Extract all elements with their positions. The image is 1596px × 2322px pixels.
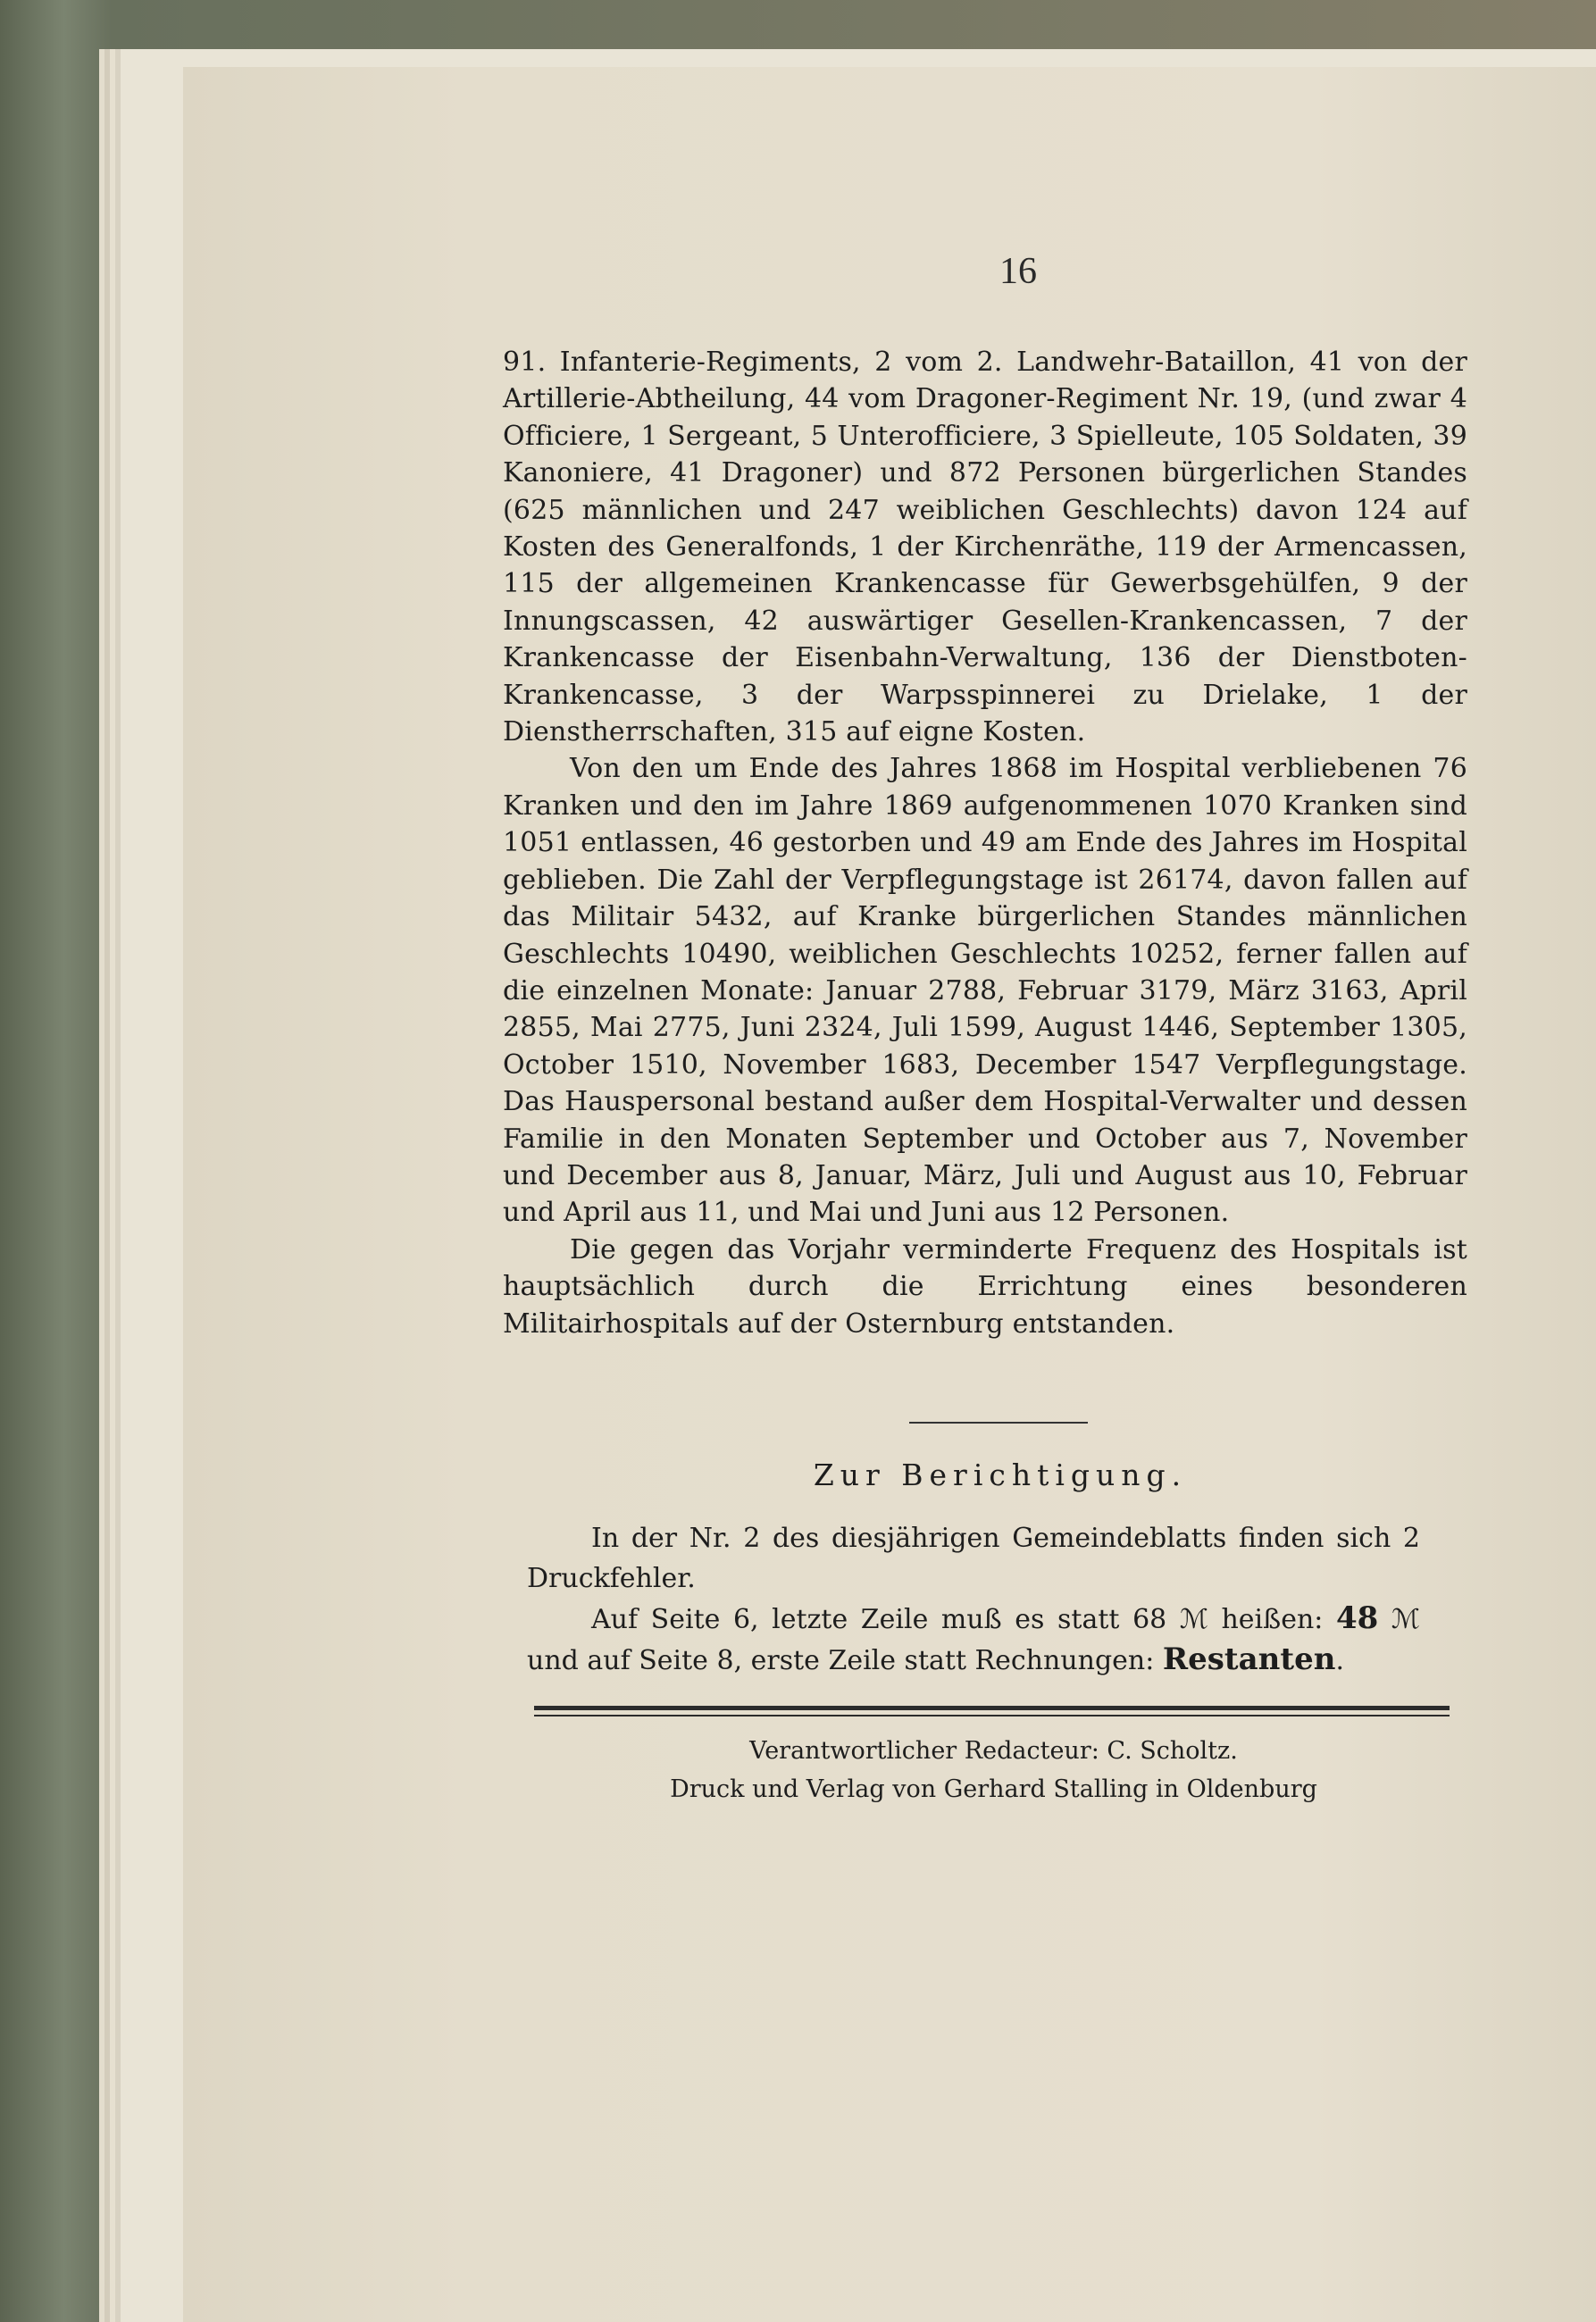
correction-pre: Auf Seite 6, letzte Zeile muß es statt 68 ℳ heißen: xyxy=(591,1604,1324,1635)
correction-end: . xyxy=(1335,1645,1344,1676)
imprint-rule-thick xyxy=(534,1706,1450,1710)
paragraph-2: Von den um Ende des Jahres 1868 im Hospital verbliebenen 76 Kranken und den im Jahre 1869 aufgenommenen 1070 Kranken sind 1051 entlassen, 46 gestorben und 49 am Ende des Jahres im Hospital geblieben. Die Zahl der Verpflegungstage ist 26174, davon fallen auf das Militair 5432, auf Kranke bürgerlichen Standes männlichen Geschlechts 10490, weiblichen Geschlechts 10252, ferner fallen auf die einzelnen Monate: Januar 2788, Februar 3179, März 3163, April 2855, Mai 2775, Juni 2324, Juli 1599, August 1446, September 1305, October 1510, November 1683, December 1547 Verpflegungstage. Das Hauspersonal bestand außer dem Hospital-Verwalter und dessen Familie in den Monaten September und October aus 7, November und December aus 8, Januar, März, Juli und August aus 10, Februar und April aus 11, und Mai und Juni aus 12 Personen. xyxy=(503,753,1467,1229)
correction-line-1: In der Nr. 2 des diesjährigen Gemeindeblatts finden sich 2 Druckfehler. xyxy=(527,1523,1420,1594)
imprint-rule-thin xyxy=(534,1715,1450,1716)
currency-mark: ℳ xyxy=(1391,1604,1420,1635)
paragraph-1: 91. Infanterie-Regiments, 2 vom 2. Landwehr-Bataillon, 41 von der Artillerie-Abtheilung, 44 vom Dragoner-Regiment Nr. 19, (und zwar 4 Officiere, 1 Sergeant, 5 Unterofficiere, 3 Spielleute, 105 Soldaten, 39 Kanoniere, 41 Dragoner) und 872 Personen bürgerlichen Standes (625 männlichen und 247 weiblichen Geschlechts) davon 124 auf Kosten des Generalfonds, 1 der Kirchenräthe, 119 der Armencassen, 115 der allgemeinen Krankencasse für Gewerbsgehülfen, 9 der Innungscassen, 42 auswärtiger Gesellen-Krankencassen, 7 der Krankencasse der Eisenbahn-Verwaltung, 136 der Dienstboten-Krankencasse, 3 der Warpsspinnerei zu Drielake, 1 der Dienstherrschaften, 315 auf eigne Kosten. xyxy=(503,347,1467,748)
publisher-line: Druck und Verlag von Gerhard Stalling in Oldenburg xyxy=(670,1775,1317,1803)
editor-line: Verantwortlicher Redacteur: C. Scholtz. xyxy=(749,1737,1238,1765)
correction-line-2 xyxy=(527,1599,1420,1681)
section-divider xyxy=(909,1422,1088,1424)
correction-mid: und auf Seite 8, erste Zeile statt Rechnungen: xyxy=(527,1645,1155,1676)
page-number: 16 xyxy=(999,251,1037,292)
paragraph-3: Die gegen das Vorjahr verminderte Frequenz des Hospitals ist hauptsächlich durch die Errichtung eines besonderen Militairhospitals auf der Osternburg entstanden. xyxy=(503,1233,1467,1340)
correction-text xyxy=(527,1518,1420,1681)
correction-heading: Zur Berichtigung. xyxy=(813,1458,1188,1492)
correct-value: 48 xyxy=(1335,1600,1379,1636)
correct-word: Restanten xyxy=(1162,1641,1336,1677)
body-text xyxy=(503,344,1467,1342)
